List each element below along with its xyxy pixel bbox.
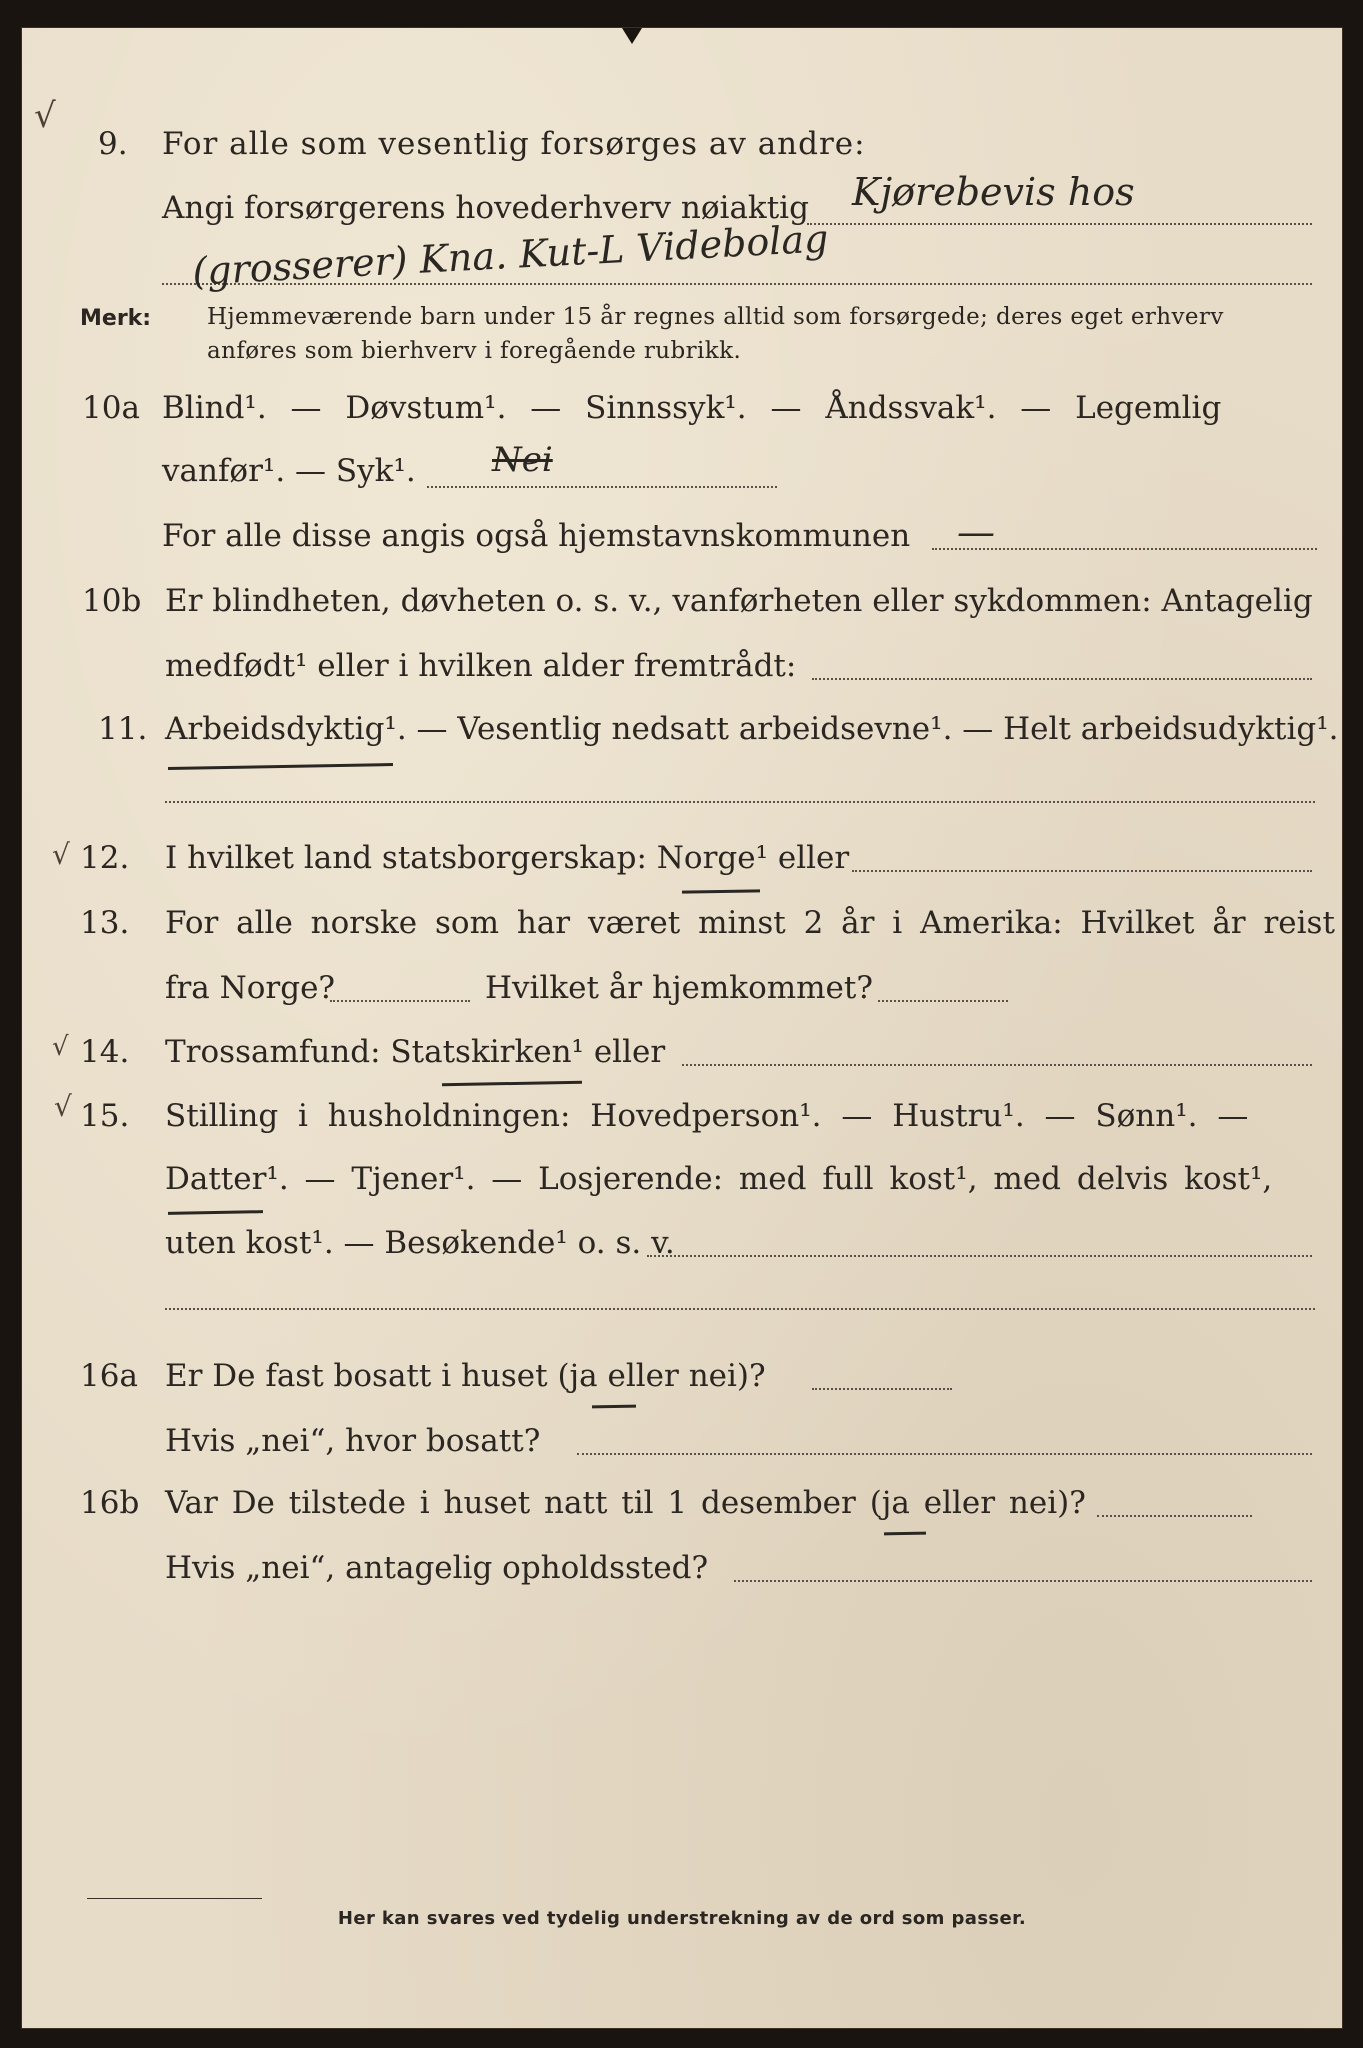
- handwritten-answer[interactable]: Nei: [492, 440, 553, 480]
- handwritten-underline: [442, 1081, 582, 1086]
- question-text: uten kost¹. — Besøkende¹ o. s. v.: [165, 1225, 675, 1261]
- question-number: 13.: [80, 905, 130, 941]
- handwritten-answer[interactable]: —: [957, 510, 995, 554]
- handwritten-answer[interactable]: (grosserer) Kna. Kut-L Videbolag: [191, 216, 830, 294]
- question-text: Angi forsørgerens hovederhverv nøiaktig: [162, 190, 809, 226]
- answer-line: [812, 678, 1312, 680]
- handwritten-underline: [168, 1210, 263, 1215]
- question-text: Var De tilstede i huset natt til 1 desember (ja eller nei)?: [165, 1485, 1086, 1521]
- answer-line: [1097, 1515, 1252, 1517]
- answer-line: [807, 223, 1312, 225]
- answer-line: [165, 1308, 1315, 1310]
- check-mark: √: [52, 1032, 69, 1062]
- question-text: fra Norge?: [165, 970, 336, 1006]
- question-number: 10b: [82, 583, 142, 619]
- answer-line: [165, 801, 1315, 803]
- question-text: medfødt¹ eller i hvilken alder fremtrådt:: [165, 648, 797, 684]
- question-text: Stilling i husholdningen: Hovedperson¹. — Hustru¹. — Sønn¹. —: [165, 1098, 1249, 1134]
- note-text: anføres som bierhverv i foregående rubrikk.: [207, 338, 742, 364]
- question-number: 9.: [98, 126, 128, 162]
- census-form-page: [22, 28, 1342, 2028]
- question-text: Arbeidsdyktig¹. — Vesentlig nedsatt arbeidsevne¹. — Helt arbeidsudyktig¹.: [165, 711, 1339, 747]
- question-number: 12.: [80, 840, 130, 876]
- answer-line: [330, 1000, 470, 1002]
- answer-line: [878, 1000, 1008, 1002]
- question-text: Trossamfund: Statskirken¹ eller: [165, 1034, 666, 1070]
- handwritten-underline: [592, 1405, 636, 1409]
- check-mark: √: [54, 1090, 72, 1123]
- question-text: Er blindheten, døvheten o. s. v., vanførheten eller sykdommen: Antagelig: [165, 583, 1313, 619]
- paper-notch: [622, 28, 642, 44]
- question-number: 10a: [82, 390, 140, 426]
- check-mark: √: [34, 96, 56, 136]
- answer-line: [577, 1453, 1312, 1455]
- check-mark: √: [52, 838, 70, 871]
- footnote-rule: [87, 1898, 262, 1899]
- answer-line: [427, 486, 777, 488]
- question-number: 16a: [80, 1358, 138, 1394]
- question-text: For alle disse angis også hjemstavnskommunen: [162, 518, 911, 554]
- question-text: Hvilket år hjemkommet?: [485, 970, 873, 1006]
- note-text: Hjemmeværende barn under 15 år regnes alltid som forsørgede; deres eget erhverv: [207, 304, 1224, 330]
- answer-line: [734, 1580, 1312, 1582]
- question-text: Datter¹. — Tjener¹. — Losjerende: med full kost¹, med delvis kost¹,: [165, 1161, 1273, 1197]
- handwritten-underline: [884, 1532, 926, 1536]
- question-text: For alle norske som har været minst 2 år i Amerika: Hvilket år reist: [165, 905, 1335, 941]
- handwritten-answer[interactable]: Kjørebevis hos: [852, 170, 1135, 214]
- question-text: vanfør¹. — Syk¹.: [162, 453, 416, 489]
- question-text: I hvilket land statsborgerskap: Norge¹ eller: [165, 840, 850, 876]
- question-number: 16b: [80, 1485, 140, 1521]
- answer-line: [852, 870, 1312, 872]
- question-text: Hvis „nei“, hvor bosatt?: [165, 1423, 541, 1459]
- question-text: For alle som vesentlig forsørges av andre:: [162, 126, 866, 162]
- answer-line: [647, 1255, 1312, 1257]
- answer-line: [682, 1064, 1312, 1066]
- question-number: 15.: [80, 1098, 130, 1134]
- question-text: Hvis „nei“, antagelig opholdssted?: [165, 1550, 709, 1586]
- question-number: 11.: [98, 711, 148, 747]
- handwritten-underline: [168, 763, 393, 770]
- note-label: Merk:: [80, 306, 152, 331]
- question-text: Blind¹. — Døvstum¹. — Sinnssyk¹. — Åndssvak¹. — Legemlig: [162, 390, 1222, 426]
- question-text: Er De fast bosatt i huset (ja eller nei)?: [165, 1358, 766, 1394]
- handwritten-underline: [682, 889, 760, 893]
- answer-line: [812, 1388, 952, 1390]
- footnote: Her kan svares ved tydelig understrekning av de ord som passer.: [337, 1908, 1027, 1929]
- question-number: 14.: [80, 1034, 130, 1070]
